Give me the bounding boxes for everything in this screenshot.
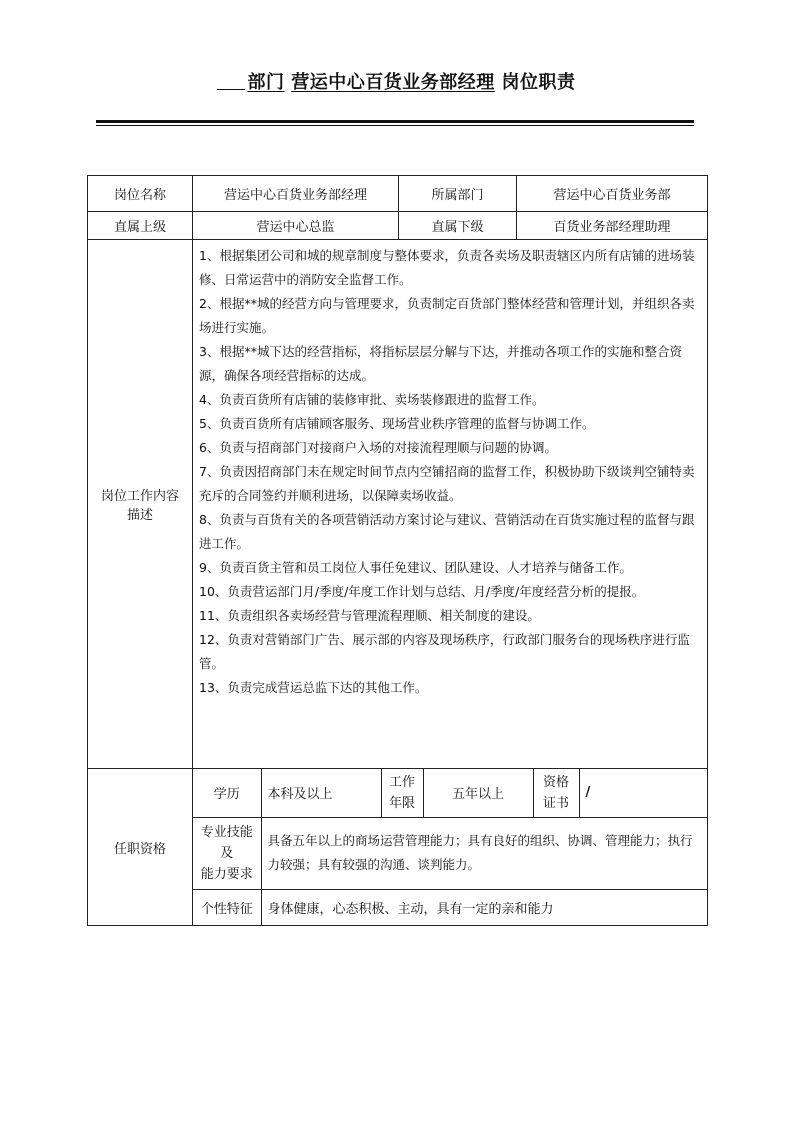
table-row (193, 769, 707, 817)
table-row (88, 212, 708, 240)
personality-value: 身体健康，心态积极、主动，具有一定的亲和能力 (261, 889, 707, 925)
qualifications-content (193, 769, 708, 926)
table-row (88, 176, 708, 212)
qualifications-label: 任职资格 (88, 769, 193, 926)
title-dept: 部门 (247, 72, 285, 93)
job-description-table (87, 175, 708, 926)
duties-label-line2: 描述 (126, 508, 153, 523)
superior-value: 营运中心总监 (193, 212, 399, 240)
duty-item: 5、负责百货所有店铺顾客服务、现场营业秩序管理的监督与协调工作。 (199, 416, 595, 431)
position-name-value: 营运中心百货业务部经理 (193, 176, 399, 212)
duty-item: 4、负责百货所有店铺的装修审批、卖场装修跟进的监督工作。 (199, 392, 545, 407)
table-row (88, 769, 708, 926)
duty-item: 8、负责与百货有关的各项营销活动方案讨论与建议、营销活动在百货实施过程的监督与跟进工作。 (199, 512, 695, 551)
table-row (88, 240, 708, 769)
duty-item: 1、根据集团公司和城的规章制度与整体要求，负责各卖场及职责辖区内所有店铺的进场装修、日常运营中的消防安全监督工作。 (199, 248, 695, 287)
certificate-label-line2: 证书 (542, 795, 569, 811)
experience-label (381, 769, 423, 817)
header-rule-thin (96, 125, 694, 126)
header-rule (96, 120, 694, 123)
skills-value: 具备五年以上的商场运营管理能力；具有良好的组织、协调、管理能力；执行力较强；具有较强的沟通、谈判能力。 (261, 817, 707, 889)
experience-label-line2: 年限 (388, 795, 415, 811)
duty-item: 7、负责因招商部门未在规定时间节点内空铺招商的监督工作，积极协助下级谈判空铺特卖充斥的合同签约并顺利进场，以保障卖场收益。 (199, 464, 695, 503)
department-label: 所属部门 (399, 176, 517, 212)
personality-label: 个性特征 (193, 889, 261, 925)
duty-item: 3、根据**城下达的经营指标，将指标层层分解与下达，并推动各项工作的实施和整合资源，确保各项经营指标的达成。 (199, 344, 682, 383)
duty-item: 11、负责组织各卖场经营与管理流程理顺、相关制度的建设。 (199, 608, 540, 623)
education-value: 本科及以上 (261, 769, 381, 817)
skills-label-line3: 能力要求 (200, 866, 253, 882)
duty-item: 12、负责对营销部门广告、展示部的内容及现场秩序，行政部门服务台的现场秩序进行监管。 (199, 632, 690, 671)
title-suffix: 岗位职责 (501, 72, 576, 93)
duty-item: 6、负责与招商部门对接商户入场的对接流程理顺与问题的协调。 (199, 440, 557, 455)
qualifications-table (193, 769, 707, 925)
certificate-label (533, 769, 579, 817)
skills-label-line1: 专业技能 (200, 824, 253, 840)
title-position: 营运中心百货业务部经理 (291, 72, 495, 93)
duty-item: 9、负责百货主管和员工岗位人事任免建议、团队建设、人才培养与储备工作。 (199, 560, 632, 575)
duties-label (88, 240, 193, 769)
duty-item: 13、负责完成营运总监下达的其他工作。 (199, 680, 428, 695)
table-row (193, 817, 707, 889)
certificate-value: / (579, 769, 707, 817)
duty-item: 2、根据**城的经营方向与管理要求，负责制定百货部门整体经营和管理计划，并组织各卖场进行实施。 (199, 296, 695, 335)
subordinate-value: 百货业务部经理助理 (517, 212, 708, 240)
superior-label: 直属上级 (88, 212, 193, 240)
subordinate-label: 直属下级 (399, 212, 517, 240)
duties-content (193, 240, 708, 769)
duties-label-line1: 岗位工作内容 (100, 489, 179, 504)
page-title (0, 68, 793, 94)
table-row (193, 889, 707, 925)
experience-label-line1: 工作 (388, 774, 415, 790)
duty-item: 10、负责营运部门月/季度/年度工作计划与总结、月/季度/年度经营分析的提报。 (199, 584, 645, 599)
experience-value: 五年以上 (423, 769, 533, 817)
title-blank (217, 73, 245, 90)
education-label: 学历 (193, 769, 261, 817)
department-value: 营运中心百货业务部 (517, 176, 708, 212)
skills-label-line2: 及 (220, 845, 234, 861)
position-name-label: 岗位名称 (88, 176, 193, 212)
certificate-label-line1: 资格 (542, 774, 569, 790)
skills-label (193, 817, 261, 889)
